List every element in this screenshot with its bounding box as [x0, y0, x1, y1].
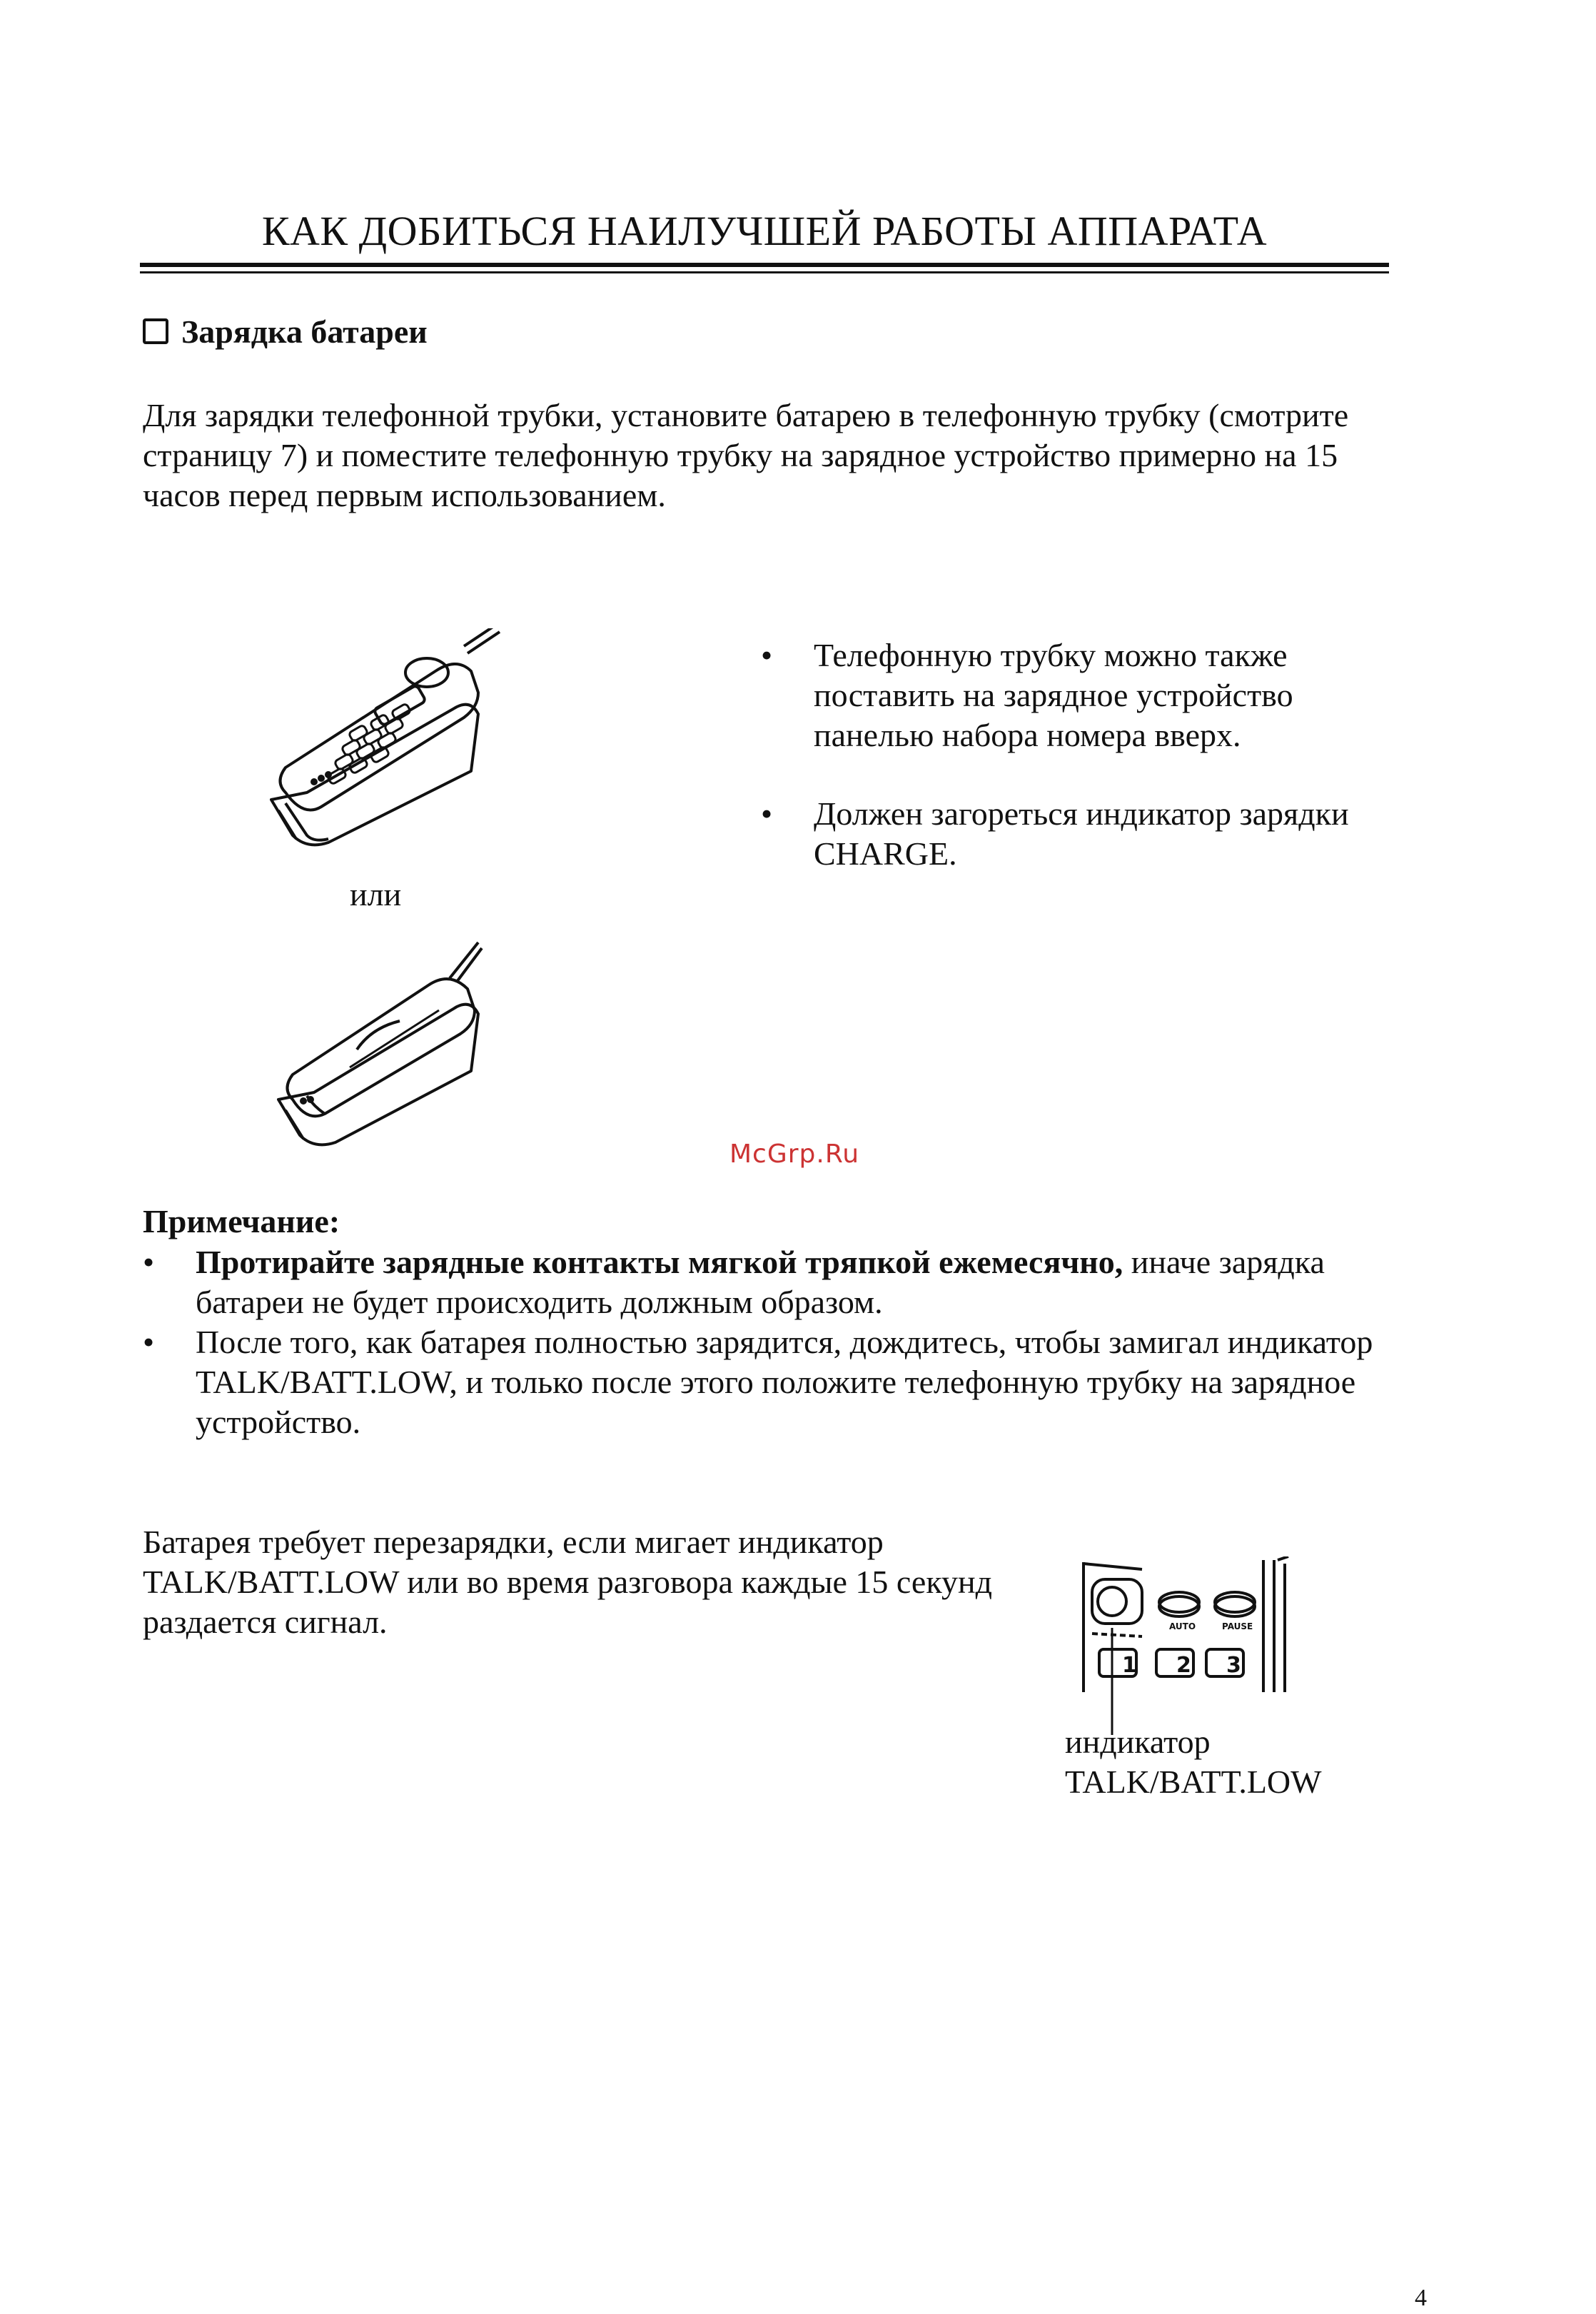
pause-button-label: PAUSE — [1222, 1621, 1253, 1631]
key-1-label: 1 — [1122, 1653, 1137, 1678]
bullet-icon: • — [143, 1244, 155, 1280]
note-text: иначе зарядка батареи не будет происходить должным образом. — [196, 1244, 1325, 1320]
indicator-label-line2: TALK/BATT.LOW — [1065, 1764, 1322, 1800]
key-2-label: 2 — [1176, 1653, 1191, 1678]
indicator-label — [1065, 1722, 1322, 1802]
note-heading: Примечание: — [143, 1203, 340, 1239]
intro-paragraph: Для зарядки телефонной трубки, установите батарею в телефонную трубку (смотрите страницу 7) и поместите телефонную трубку на зарядное устройство примерно на 15 часов перед первым использованием. — [143, 397, 1349, 513]
bullet-icon: • — [143, 1324, 155, 1360]
right-bullet-list — [761, 635, 1375, 912]
bullet-icon: • — [761, 795, 773, 832]
watermark: McGrp.Ru — [729, 1140, 860, 1169]
list-item — [761, 794, 1375, 874]
title-rule-thin — [140, 271, 1389, 273]
bullet-text: Телефонную трубку можно также поставить на зарядное устройство панелью набора номера вверх. — [814, 637, 1293, 753]
bullet-icon: • — [761, 637, 773, 673]
auto-button-label: AUTO — [1169, 1621, 1196, 1631]
page-title: КАК ДОБИТЬСЯ НАИЛУЧШЕЙ РАБОТЫ АППАРАТА — [261, 208, 1268, 254]
recharge-paragraph: Батарея требует перезарядки, если мигает индикатор TALK/BATT.LOW или во время разговора каждые 15 секунд раздается сигнал. — [143, 1524, 993, 1640]
or-label: или — [350, 876, 402, 912]
checkbox-icon — [143, 318, 168, 344]
section-heading — [143, 313, 428, 351]
indicator-label-line1: индикатор — [1065, 1724, 1211, 1760]
keypad-illustration — [1078, 1556, 1306, 1742]
handset-faceup-illustration — [264, 628, 507, 864]
list-item — [143, 1242, 1399, 1322]
page-number: 4 — [1415, 2285, 1427, 2311]
key-3-label: 3 — [1226, 1653, 1241, 1678]
section-heading-text: Зарядка батареи — [181, 313, 428, 350]
handset-facedown-illustration — [271, 935, 500, 1157]
notes-list — [143, 1242, 1399, 1442]
list-item — [143, 1322, 1399, 1442]
note-bold-text: Протирайте зарядные контакты мягкой тряпкой ежемесячно, — [196, 1244, 1123, 1280]
title-rule-thick — [140, 263, 1389, 267]
note-text: После того, как батарея полностью зарядится, дождитесь, чтобы замигал индикатор TALK/BATT.LOW, и только после этого положите телефонную трубку на зарядное устройство. — [196, 1324, 1373, 1440]
bullet-text: Должен загореться индикатор зарядки CHARGE. — [814, 795, 1349, 872]
list-item — [761, 635, 1375, 755]
